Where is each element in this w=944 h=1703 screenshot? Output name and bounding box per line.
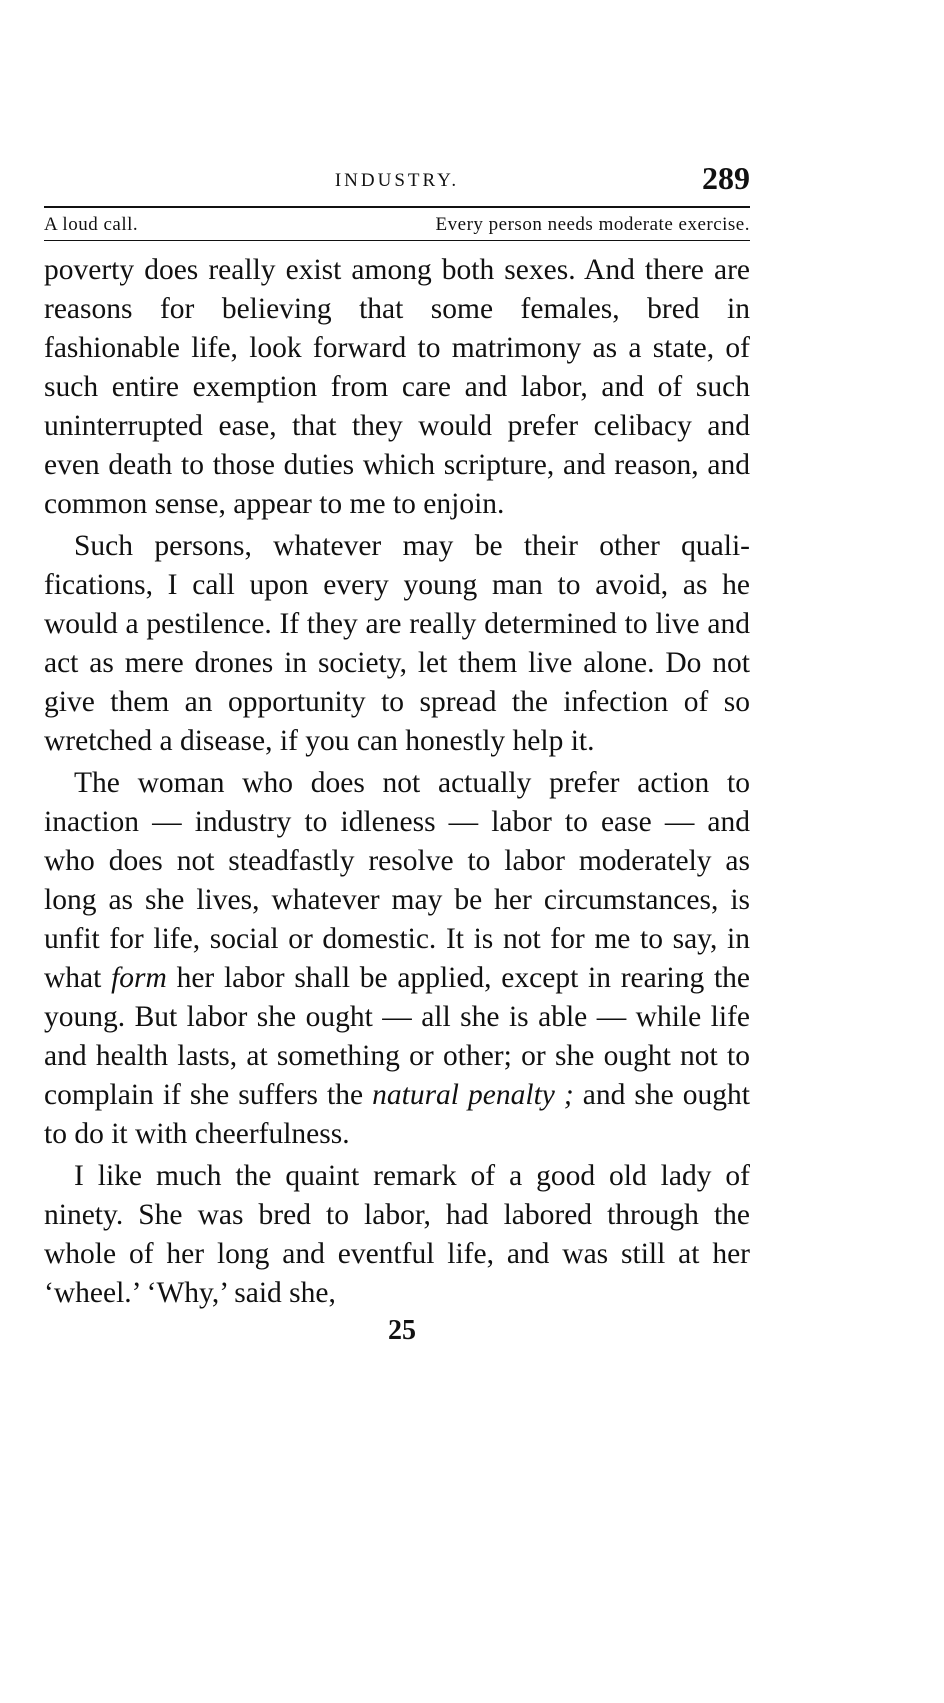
- paragraph-3-part-2: her labor shall be applied, except in rearing the young. But labor she ought — all she is able — while life and health lasts, at something or other; or she ought not to complain if she suffers the: [44, 962, 751, 1111]
- emphasis-form: form: [111, 962, 167, 994]
- running-title: INDUSTRY.: [334, 170, 460, 191]
- emphasis-natural-penalty: natural penalty ;: [372, 1079, 574, 1111]
- signature-mark: 25: [388, 1315, 416, 1346]
- shoulder-rule: [44, 240, 750, 241]
- running-head: [44, 160, 750, 206]
- paragraph-3-part-1: The woman who does not actually prefer action to inaction — industry to idleness — labor to ease — and who does not steadfastly resolve to labor moderately as long as she lives, whatever may be her circumstances, is unfit for life, social or domestic. It is not for me to say, in what: [44, 767, 750, 994]
- shoulder-note-left: A loud call.: [44, 214, 139, 235]
- paragraph-1: poverty does really exist among both sexes. And there are reasons for believing that some females, bred in fashionable life, look forward to matrimony as a state, of such entire exemption from care and labor, and of such uninterrupted ease, that they would prefer celibacy and even death to those duties which scripture, and reason, and common sense, appear to me to enjoin.: [44, 254, 750, 520]
- paragraph-3: [44, 764, 750, 1154]
- paragraph-2: Such persons, whatever may be their other qualifications, I call upon every young man to avoid, as he would a pestilence. If they are really determined to live and act as mere drones in society, let them live alone. Do not give them an opportunity to spread the infection of so wretched a disease, if you can honestly help it.: [44, 530, 750, 757]
- paragraph-4: I like much the quaint remark of a good old lady of ninety. She was bred to labor, had labored through the whole of her long and eventful life, and was still at her ‘wheel.’ ‘Why,’ said she,: [44, 1160, 750, 1309]
- book-page: [44, 160, 750, 1347]
- shoulder-notes: [44, 208, 750, 240]
- shoulder-note-right: Every person needs moderate exercise.: [435, 214, 750, 235]
- page-number: 289: [702, 160, 750, 196]
- paragraph-3-part-3: and she ought to do it with cheerfulness.: [44, 1079, 750, 1150]
- body-text: [44, 251, 750, 1313]
